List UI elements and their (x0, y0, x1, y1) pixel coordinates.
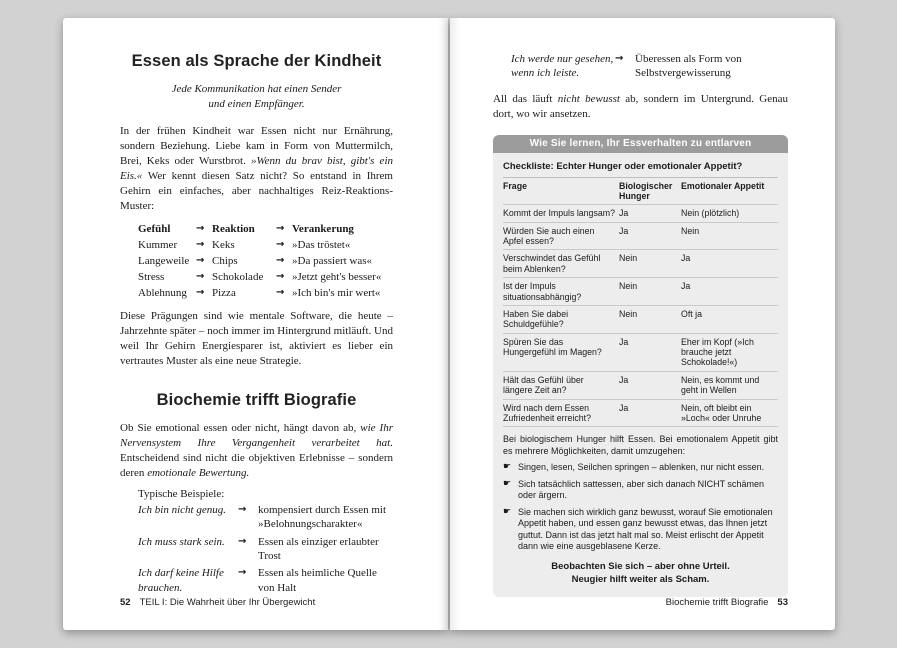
epigraph-line: und einen Empfänger. (208, 97, 305, 110)
question-cell: Hält das Gefühl über längere Zeit an? (503, 374, 584, 396)
arrow-icon: → (196, 270, 205, 282)
table-row (138, 238, 393, 254)
belief-result: Essen als einziger erlaubter Trost (258, 535, 379, 562)
checklist-row (503, 334, 778, 372)
bio-cell: Nein (619, 253, 638, 264)
checklist-box (493, 135, 788, 597)
closing-advice (503, 561, 778, 587)
table-row (138, 286, 393, 302)
arrow-icon: → (615, 53, 624, 64)
arrow-icon: → (196, 254, 205, 266)
bio-cell: Ja (619, 336, 629, 347)
arrow-icon: → (276, 238, 285, 250)
pointing-hand-icon: ☛ (503, 506, 512, 517)
question-cell: Verschwindet das Gefühl beim Ablenken? (503, 253, 601, 274)
checklist-explanation: Bei biologischem Hunger hilft Essen. Bei emotionalem Appetit gibt es mehrere Möglichkeiten, damit umzugehen: (503, 434, 778, 456)
col-emotionaler-appetit: Emotionaler Appetit (681, 180, 765, 191)
reaction-cell: Chips (212, 254, 238, 267)
checklist-row (503, 400, 778, 428)
right-page-content (450, 18, 835, 597)
page-number: 53 (777, 597, 788, 608)
stimulus-response-table (138, 222, 393, 302)
bio-cell: Ja (619, 225, 629, 236)
tip-item (503, 462, 778, 474)
anchor-cell: »Jetzt geht's besser« (292, 270, 382, 283)
emo-cell: Nein, es kommt und geht in Wellen (681, 374, 760, 396)
belief-result: Überessen als Form von Selbstvergewisserung (635, 53, 742, 80)
tip-text: Singen, lesen, Seilchen springen – ablenken, nur nicht essen. (518, 462, 765, 473)
feeling-cell: Langeweile (138, 254, 190, 267)
checklist-row (503, 205, 778, 222)
closing-line: Beobachten Sie sich – aber ohne Urteil. (551, 560, 730, 572)
anchor-cell: »Das tröstet« (292, 238, 351, 251)
example-row (138, 535, 393, 564)
closing-line: Neugier hilft weiter als Scham. (571, 573, 710, 585)
bio-cell: Nein (619, 281, 638, 292)
question-cell: Spüren Sie das Hungergefühl im Magen? (503, 336, 602, 357)
tip-text: Sich tatsächlich sattessen, aber sich danach NICHT schämen oder ärgern. (518, 478, 764, 501)
arrow-icon: → (196, 286, 205, 298)
anchor-cell: »Ich bin's mir wert« (292, 286, 381, 299)
emo-cell: Ja (681, 281, 691, 292)
bio-cell: Ja (619, 374, 629, 385)
feeling-cell: Stress (138, 270, 165, 283)
bio-cell: Ja (619, 402, 629, 413)
bio-cell: Ja (619, 208, 629, 219)
arrow-icon: → (196, 238, 205, 250)
right-page (450, 18, 835, 630)
emo-cell: Oft ja (681, 308, 703, 319)
belief-result: Essen als heimliche Quelle von Halt (258, 567, 377, 594)
emo-cell: Eher im Kopf (»Ich brauche jetzt Schokolade!«) (681, 336, 754, 368)
tip-item (503, 507, 778, 553)
left-page (63, 18, 448, 630)
checklist-box-header: Wie Sie lernen, Ihr Essverhalten zu entlarven (493, 135, 788, 153)
paragraph-nervous-system: Ob Sie emotional essen oder nicht, hängt davon ab, wie Ihr Nervensystem Ihre Vergangenheit verarbeitet hat. Entscheidend sind nicht die objektiven Erlebnisse – sondern deren emotionale Bewertung. (120, 422, 393, 480)
bio-cell: Nein (619, 308, 638, 319)
left-page-footer (120, 597, 315, 608)
header-reaktion: Reaktion (212, 222, 255, 235)
feeling-cell: Kummer (138, 238, 178, 251)
paragraph-subconscious: All das läuft nicht bewusst ab, sondern im Untergrund. Genau dort, wo wir ansetzen. (493, 92, 788, 120)
example-row (138, 566, 393, 595)
table-row (138, 270, 393, 286)
section-heading: Biochemie trifft Biografie (156, 391, 357, 410)
paragraph-mental-software: Diese Prägungen sind wie mentale Software, die heute – Jahrzehnte später – noch immer im Hintergrund mitläuft. Und weil Ihr Gehirn Energiesparer ist, aktiviert es lieber ein vertrautes Muster als eine neue Strategie. (120, 310, 393, 368)
checklist-header-row (503, 178, 778, 206)
checklist-row (503, 250, 778, 278)
pointing-hand-icon: ☛ (503, 462, 512, 473)
arrow-icon: → (196, 222, 205, 234)
arrow-icon: → (276, 222, 285, 234)
checklist-row (503, 278, 778, 306)
header-gefuehl: Gefühl (138, 222, 171, 235)
arrow-icon: → (238, 504, 247, 516)
question-cell: Würden Sie auch einen Apfel essen? (503, 225, 595, 246)
running-head: Biochemie trifft Biografie (665, 597, 769, 608)
belief-result: kompensiert durch Essen mit »Belohnungscharakter« (258, 504, 387, 531)
checklist-row (503, 306, 778, 334)
belief-phrase: Ich bin nicht genug. (138, 504, 226, 517)
book-spread (63, 18, 835, 630)
examples-label: Typische Beispiele: (138, 488, 225, 501)
header-verankerung: Verankerung (292, 222, 354, 235)
checklist-box-body (493, 153, 788, 597)
col-frage: Frage (503, 180, 527, 191)
checklist-row (503, 223, 778, 251)
tip-item (503, 479, 778, 502)
checklist-subtitle: Checkliste: Echter Hunger oder emotionaler Appetit? (503, 159, 778, 178)
page-number: 52 (120, 597, 131, 608)
col-biologischer-hunger: Biologischer Hunger (619, 180, 673, 201)
reaction-cell: Pizza (212, 286, 236, 299)
epigraph-line: Jede Kommunikation hat einen Sender (171, 83, 342, 95)
table-header-row (138, 222, 393, 238)
emo-cell: Nein (681, 225, 700, 236)
epigraph (120, 82, 393, 111)
arrow-icon: → (276, 254, 285, 266)
running-head: TEIL I: Die Wahrheit über Ihr Übergewicht (139, 597, 316, 608)
belief-phrase: Ich werde nur gesehen, wenn ich leiste. (511, 53, 614, 80)
example-row (511, 52, 788, 81)
checklist-row (503, 372, 778, 400)
emo-cell: Nein (plötzlich) (681, 208, 740, 219)
question-cell: Kommt der Impuls langsam? (503, 208, 615, 219)
pointing-hand-icon: ☛ (503, 478, 512, 489)
arrow-icon: → (238, 567, 247, 579)
question-cell: Wird nach dem Essen Zufriedenheit erreicht? (503, 402, 592, 423)
left-page-content (63, 18, 448, 595)
anchor-cell: »Da passiert was« (292, 254, 373, 267)
question-cell: Haben Sie dabei Schuldgefühle? (503, 308, 569, 330)
table-row (138, 254, 393, 270)
arrow-icon: → (238, 535, 247, 547)
paragraph-childhood: In der frühen Kindheit war Essen nicht nur Ernährung, sondern Beziehung. Liebe kam in Form von Muttermilch, Brei, Keks oder Wurstbrot. »Wenn du brav bist, gibt's ein Eis.« Wer kennt diesen Satz nicht? So entstand in Ihrem Gehirn ein einfaches, aber nachhaltiges Reiz-Reaktions-Muster: (120, 125, 393, 212)
emo-cell: Nein, oft bleibt ein »Loch« oder Unruhe (681, 402, 762, 423)
emo-cell: Ja (681, 253, 691, 264)
belief-phrase: Ich darf keine Hilfe brauchen. (138, 567, 224, 594)
example-row (138, 503, 393, 532)
arrow-icon: → (276, 286, 285, 298)
question-cell: Ist der Impuls situationsabhängig? (503, 281, 582, 302)
right-page-footer (666, 597, 788, 608)
arrow-icon: → (276, 270, 285, 282)
tip-text: Sie machen sich wirklich ganz bewusst, worauf Sie emotionalen Appetit haben, und essen ganz bewusst etwas, das Ihnen jetzt guttut. Dann ist das jetzt halt mal so. Meist erlischt der Appetit dann wie eine ausgeblasene Kerze. (518, 506, 773, 552)
feeling-cell: Ablehnung (138, 286, 187, 299)
reaction-cell: Schokolade (212, 270, 264, 283)
chapter-heading: Essen als Sprache der Kindheit (131, 52, 382, 70)
belief-phrase: Ich muss stark sein. (138, 535, 225, 548)
reaction-cell: Keks (212, 238, 235, 251)
